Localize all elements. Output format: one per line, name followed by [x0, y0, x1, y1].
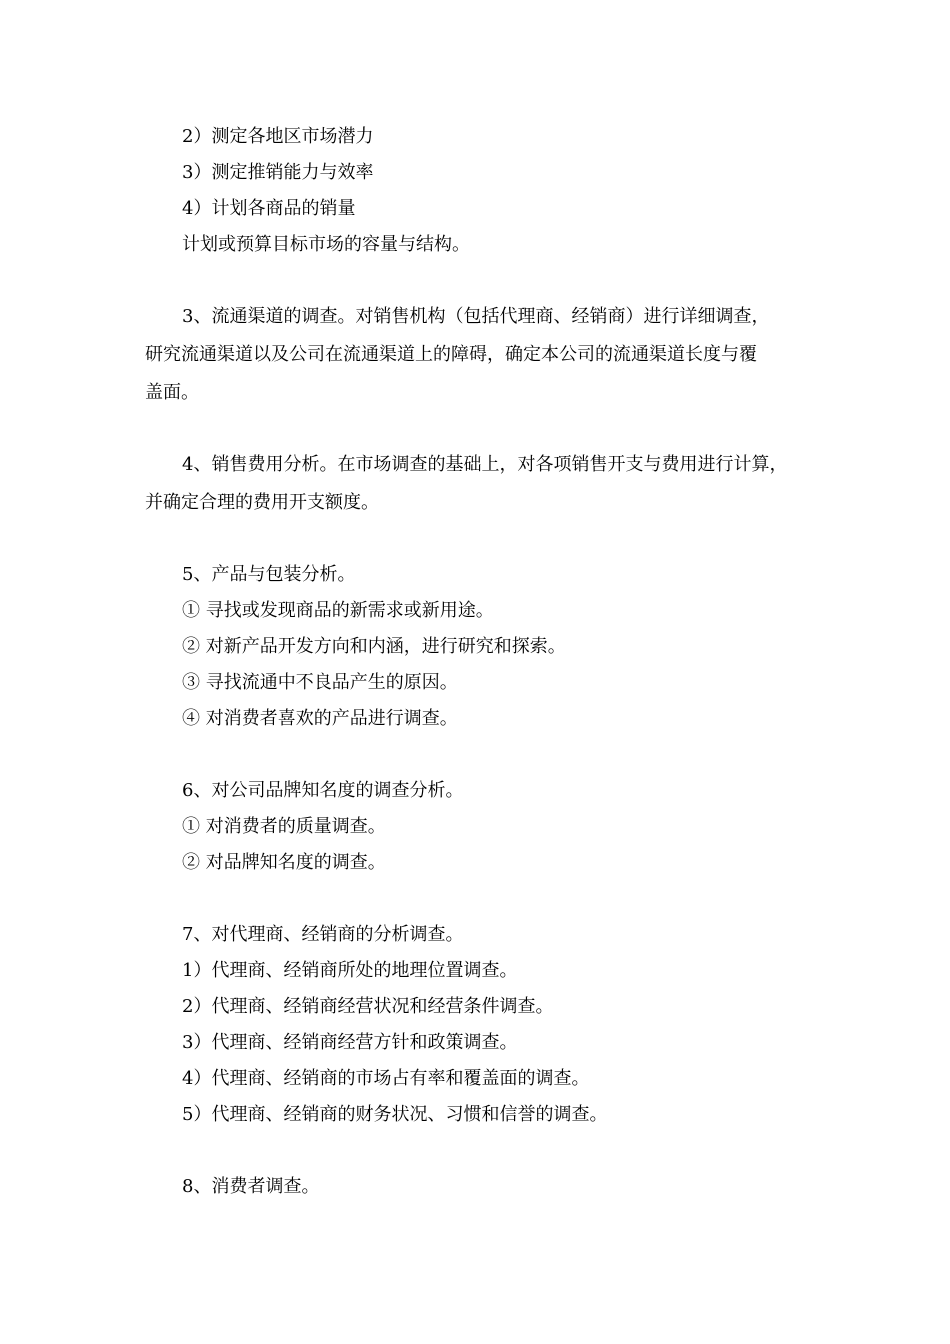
paragraph-line: 4、销售费用分析。在市场调查的基础上，对各项销售开支与费用进行计算， — [182, 454, 788, 475]
list-item: 1）代理商、经销商所处的地理位置调查。 — [182, 960, 518, 981]
list-item: 3）测定推销能力与效率 — [182, 162, 374, 183]
paragraph-line: 并确定合理的费用开支额度。 — [145, 492, 379, 513]
list-item: 5）代理商、经销商的财务状况、习惯和信誉的调查。 — [182, 1104, 608, 1125]
section-heading: 6、对公司品牌知名度的调查分析。 — [182, 780, 464, 801]
list-item: 2）代理商、经销商经营状况和经营条件调查。 — [182, 996, 554, 1017]
list-item: ③ 寻找流通中不良品产生的原因。 — [182, 672, 458, 693]
list-item: ① 寻找或发现商品的新需求或新用途。 — [182, 600, 494, 621]
list-item: ④ 对消费者喜欢的产品进行调查。 — [182, 708, 458, 729]
section-heading: 7、对代理商、经销商的分析调查。 — [182, 924, 464, 945]
list-item: 2）测定各地区市场潜力 — [182, 126, 374, 147]
paragraph-line: 研究流通渠道以及公司在流通渠道上的障碍，确定本公司的流通渠道长度与覆 — [145, 344, 757, 365]
list-item: 4）代理商、经销商的市场占有率和覆盖面的调查。 — [182, 1068, 590, 1089]
paragraph-note: 计划或预算目标市场的容量与结构。 — [182, 234, 470, 255]
section-heading: 8、消费者调查。 — [182, 1176, 320, 1197]
paragraph-line: 3、流通渠道的调查。对销售机构（包括代理商、经销商）进行详细调查， — [182, 306, 770, 327]
list-item: 4）计划各商品的销量 — [182, 198, 356, 219]
paragraph-line: 盖面。 — [145, 382, 199, 403]
list-item: 3）代理商、经销商经营方针和政策调查。 — [182, 1032, 518, 1053]
section-heading: 5、产品与包装分析。 — [182, 564, 356, 585]
list-item: ① 对消费者的质量调查。 — [182, 816, 386, 837]
list-item: ② 对品牌知名度的调查。 — [182, 852, 386, 873]
list-item: ② 对新产品开发方向和内涵，进行研究和探索。 — [182, 636, 566, 657]
